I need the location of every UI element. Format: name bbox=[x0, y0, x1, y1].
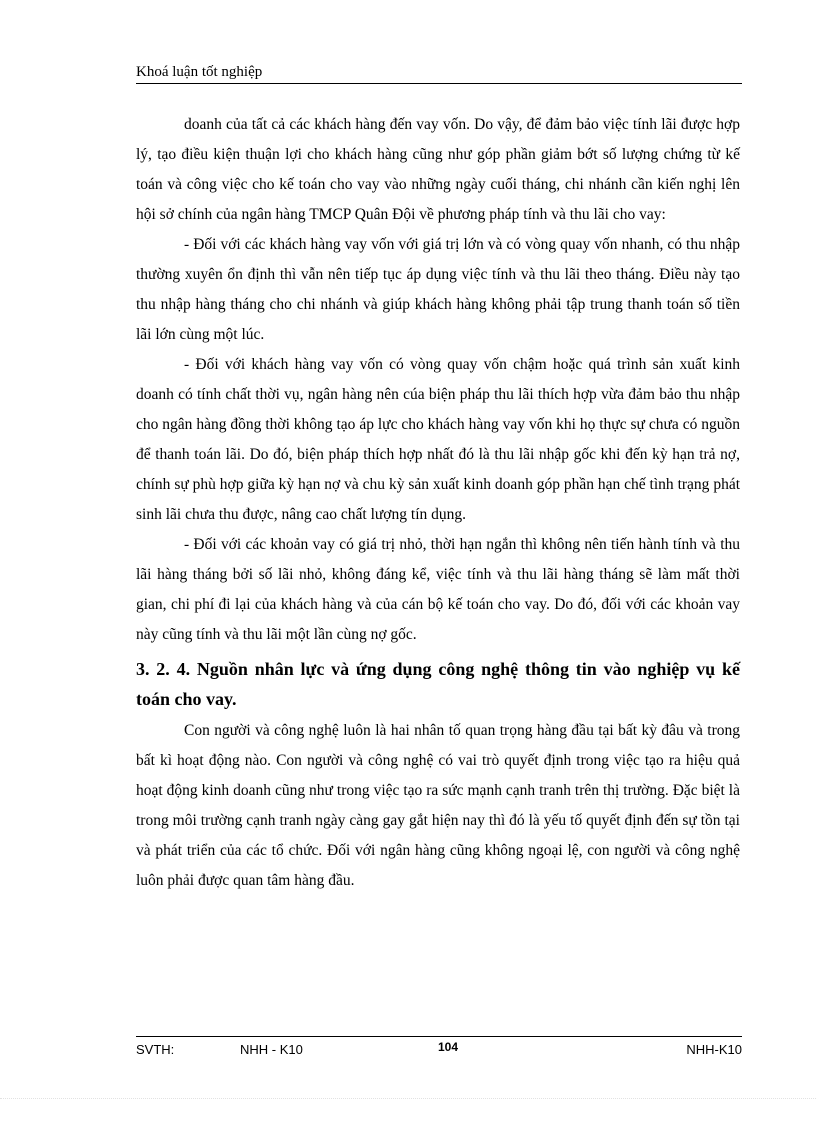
footer-class-right: NHH-K10 bbox=[686, 1042, 742, 1057]
section-heading: 3. 2. 4. Nguồn nhân lực và ứng dụng công nghệ thông tin vào nghiệp vụ kế toán cho vay. bbox=[136, 659, 740, 709]
header-divider bbox=[136, 83, 742, 84]
body-paragraph-1: doanh của tất cả các khách hàng đến vay vốn. Do vậy, để đảm bảo việc tính lãi được hợp lý, tạo điều kiện thuận lợi cho khách hàng cũng như góp phần giảm bớt số lượng chứng từ kế toán và công việc cho kế toán cho vay vào những ngày cuối tháng, chi nhánh cần kiến nghị lên hội sở chính của ngân hàng TMCP Quân Đội về phương pháp tính và thu lãi cho vay: bbox=[136, 116, 740, 223]
page-header-title: Khoá luận tốt nghiệp bbox=[136, 64, 263, 80]
body-paragraph-4: - Đối với các khoản vay có giá trị nhỏ, thời hạn ngắn thì không nên tiến hành tính và thu lãi hàng tháng bởi số lãi nhỏ, không đáng kể, việc tính và thu lãi hàng tháng sẽ làm mất thời gian, chi phí đi lại của khách hàng và của cán bộ kế toán cho vay. Do đó, đối với các khoản vay này cũng tính và thu lãi một lần cùng nợ gốc. bbox=[136, 536, 740, 643]
body-paragraph-3: - Đối với khách hàng vay vốn có vòng quay vốn chậm hoặc quá trình sản xuất kinh doanh có tính chất thời vụ, ngân hàng nên cúa biện pháp thu lãi thích hợp vừa đảm bảo thu nhập cho ngân hàng đồng thời không tạo áp lực cho khách hàng vay vốn khi họ thực sự chưa có nguồn để thanh toán lãi. Do đó, biện pháp thích hợp nhất đó là thu lãi nhập gốc khi đến kỳ hạn trả nợ, chính sự phù hợp giữa kỳ hạn nợ và chu kỳ sản xuất kinh doanh góp phần hạn chế tình trạng phát sinh lãi chưa thu được, nâng cao chất lượng tín dụng. bbox=[136, 356, 740, 523]
body-paragraph-5: Con người và công nghệ luôn là hai nhân tố quan trọng hàng đầu tại bất kỳ đâu và trong bất kì hoạt động nào. Con người và công nghệ có vai trò quyết định trong việc tạo ra hiệu quả hoạt động kinh doanh cũng như trong việc tạo ra sức mạnh cạnh tranh trên thị trường. Đặc biệt là trong môi trường cạnh tranh ngày càng gay gắt hiện nay thì đó là yếu tố quyết định đến sự tồn tại và phát triển của các tổ chức. Đối với ngân hàng cũng không ngoại lệ, con người và công nghệ luôn phải được quan tâm hàng đầu. bbox=[136, 722, 740, 889]
page-footer bbox=[136, 1041, 742, 1061]
footer-svth-label: SVTH: bbox=[136, 1042, 175, 1057]
page-number: 104 bbox=[438, 1040, 459, 1054]
body-paragraph-2: - Đối với các khách hàng vay vốn với giá trị lớn và có vòng quay vốn nhanh, có thu nhập thường xuyên ổn định thì vẫn nên tiếp tục áp dụng việc tính và thu lãi theo tháng. Điều này tạo thu nhập hàng tháng cho chi nhánh và giúp khách hàng không phải tập trung thanh toán số tiền lãi lớn cùng một lúc. bbox=[136, 236, 740, 343]
footer-class-left: NHH - K10 bbox=[240, 1042, 303, 1057]
page-edge-divider bbox=[0, 1098, 816, 1099]
page-body bbox=[136, 110, 740, 896]
footer-divider bbox=[136, 1036, 742, 1037]
